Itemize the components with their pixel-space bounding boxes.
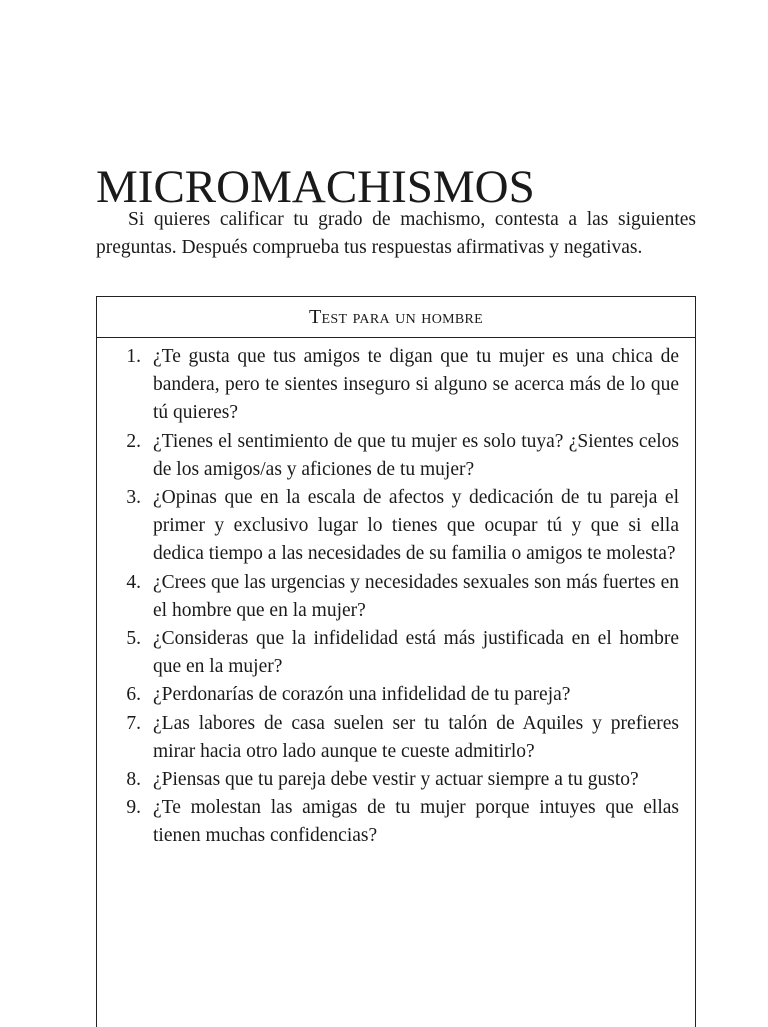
question-item (97, 484, 695, 569)
page-title: MICROMACHISMOS (96, 161, 535, 214)
question-number: 1. (126, 346, 141, 367)
question-item (97, 428, 695, 484)
question-item (97, 681, 695, 709)
question-text: ¿Opinas que en la escala de afectos y dedicación de tu pareja el primer y exclusivo lugar lo tienes que ocupar tú y que si ella dedica tiempo a las necesidades de su familia o amigos te molesta? (153, 487, 679, 565)
question-text: ¿Te gusta que tus amigos te digan que tu mujer es una chica de bandera, pero te sientes inseguro si alguno se acerca más de lo que tú quieres? (153, 346, 679, 424)
question-number: 5. (126, 628, 141, 650)
question-item (97, 625, 695, 681)
intro-paragraph: Si quieres calificar tu grado de machismo, contesta a las siguientes preguntas. Después comprueba tus respuestas afirmativas y negativas. (96, 208, 696, 258)
question-item (97, 343, 695, 428)
question-number: 8. (126, 769, 141, 791)
question-number: 9. (126, 797, 141, 819)
question-item (97, 766, 695, 794)
question-number: 2. (126, 430, 141, 452)
question-number: 3. (126, 487, 141, 509)
question-text: ¿Perdonarías de corazón una infidelidad de tu pareja? (153, 684, 571, 706)
question-item (97, 710, 695, 766)
question-list (97, 343, 695, 851)
test-box (96, 296, 696, 1027)
question-text: ¿Crees que las urgencias y necesidades sexuales son más fuertes en el hombre que en la mujer? (153, 571, 679, 621)
question-number: 4. (126, 571, 141, 593)
test-header: Test para un hombre (97, 297, 695, 338)
question-text: ¿Piensas que tu pareja debe vestir y actuar siempre a tu gusto? (153, 769, 639, 791)
question-text: ¿Te molestan las amigas de tu mujer porque intuyes que ellas tienen muchas confidencias? (153, 797, 679, 847)
question-number: 6. (126, 684, 141, 706)
question-item (97, 569, 695, 625)
question-text: ¿Consideras que la infidelidad está más justificada en el hombre que en la mujer? (153, 628, 679, 678)
question-item (97, 794, 695, 850)
question-number: 7. (126, 712, 141, 734)
question-text: ¿Tienes el sentimiento de que tu mujer es solo tuya? ¿Sientes celos de los amigos/as y aficiones de tu mujer? (153, 430, 679, 480)
question-text: ¿Las labores de casa suelen ser tu talón de Aquiles y prefieres mirar hacia otro lado aunque te cueste admitirlo? (153, 712, 679, 762)
